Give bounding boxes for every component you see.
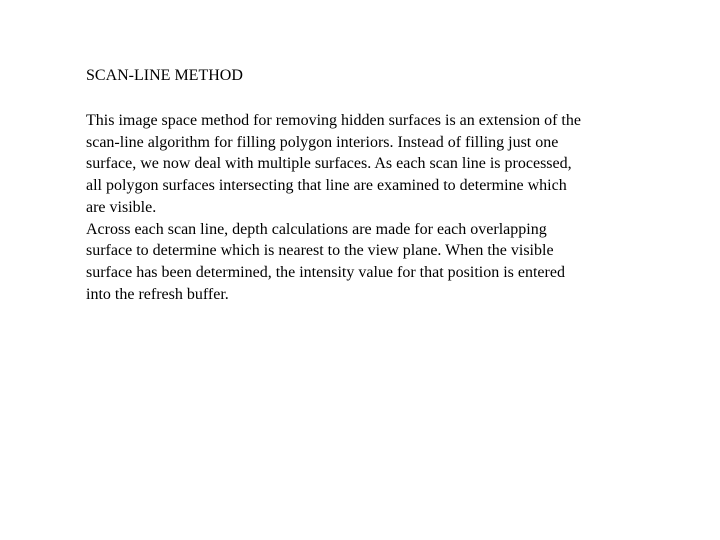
body-line: all polygon surfaces intersecting that line are examined to determine which (86, 177, 567, 195)
body-line: surface, we now deal with multiple surfaces. As each scan line is processed, (86, 155, 572, 173)
body-line: This image space method for removing hidden surfaces is an extension of the (86, 112, 581, 129)
body-paragraph (86, 110, 686, 305)
body-line: are visible. (86, 198, 157, 216)
body-line: Across each scan line, depth calculations are made for each overlapping (86, 220, 547, 238)
body-line: into the refresh buffer. (86, 285, 229, 303)
page-title: SCAN-LINE METHOD (86, 67, 243, 84)
body-line: scan-line algorithm for filling polygon interiors. Instead of filling just one (86, 133, 559, 151)
body-line: surface to determine which is nearest to the view plane. When the visible (86, 242, 554, 260)
body-line: surface has been determined, the intensity value for that position is entered (86, 263, 565, 281)
